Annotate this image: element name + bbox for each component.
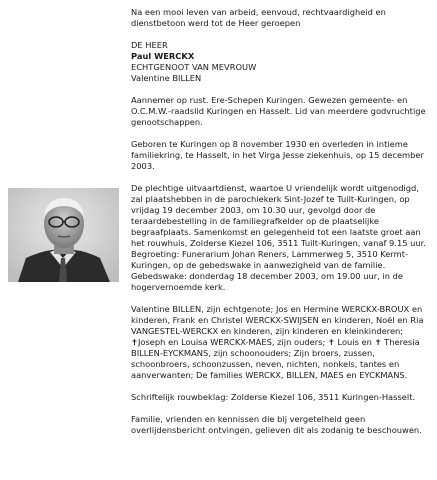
family-part-4: Theresia BILLEN-EYCKMANS, zijn schoonouders; Zijn broers, zussen, schoonbroers, schoonzussen, neven, nichten, nonkels, tantes en aanverwanten; De families WERCKX, BILLEN, MAES en EYCKMANS. xyxy=(131,337,420,380)
cross-icon: ✝ xyxy=(374,337,382,347)
funeral-paragraph: De plechtige uitvaartdienst, waartoe U vriendelijk wordt uitgenodigd, zal plaatshebben in de parochiekerk Sint-Jozef te Tuilt-Kuringen, op vrijdag 19 december 2003, om 10.30 uur, gevolgd door de teraardebestelling in de familiegrafkelder op de plaatselijke begraafplaats. Samenkomst en gelegenheid tot een laatste groet aan het rouwhuis, Zolderse Kiezel 106, 3511 Tuilt-Kuringen, vanaf 9.15 uur. Begroeting: Funerarium Johan Reners, Lammerweg 5, 3510 Kermt-Kuringen, op de gebedswake in aanwezigheid van de familie. Gebedswake: donderdag 18 december 2003, om 19.00 uur, in de hogervernoemde kerk. xyxy=(131,183,426,292)
spouse-name: Valentine BILLEN xyxy=(131,73,202,83)
intro-text: Na een mooi leven van arbeid, eenvoud, rechtvaardigheid en dienstbetoon werd tot de Heer geroepen xyxy=(131,7,386,28)
heading-title: DE HEER xyxy=(131,40,168,50)
portrait-image xyxy=(8,188,119,282)
bio-paragraph: Aannemer op rust. Ere-Schepen Kuringen. Gewezen gemeente- en O.C.M.W.-raadslid Kuringen en Hasselt. Lid van meerdere godvruchtige genootschappen. xyxy=(131,95,426,127)
birth-paragraph: Geboren te Kuringen op 8 november 1930 en overleden in intieme familiekring, te Hasselt, in het Virga Jesse ziekenhuis, op 15 december 2003. xyxy=(131,139,424,171)
relation-text: ECHTGENOOT VAN MEVROUW xyxy=(131,62,257,72)
deceased-name: Paul WERCKX xyxy=(131,51,195,61)
obituary-text xyxy=(131,7,431,436)
cross-icon: ✝ xyxy=(131,337,138,347)
portrait-photo xyxy=(8,188,119,282)
family-part-1: Valentine BILLEN, zijn echtgenote; Jos en Hermine WERCKX-BROUX en kinderen, Frank en Christel WERCKX-SWIJSEN en kinderen, Noël en Ria VANGESTEL-WERCKX en kinderen, zijn kinderen en kleinkinderen; xyxy=(131,304,424,336)
closing-paragraph: Familie, vrienden en kennissen die bij vergetelheid geen overlijdensbericht ontvingen, gelieven dit als zodanig te beschouwen. xyxy=(131,414,422,435)
family-part-2: Joseph en Louisa WERCKX-MAES, zijn ouders; xyxy=(137,337,326,347)
address-paragraph: Schriftelijk rouwbeklag: Zolderse Kiezel 106, 3511 Kuringen-Hasselt. xyxy=(131,392,416,402)
family-part-3: Louis en xyxy=(337,337,372,347)
family-paragraph xyxy=(131,304,431,381)
cross-icon: ✝ xyxy=(327,337,335,347)
